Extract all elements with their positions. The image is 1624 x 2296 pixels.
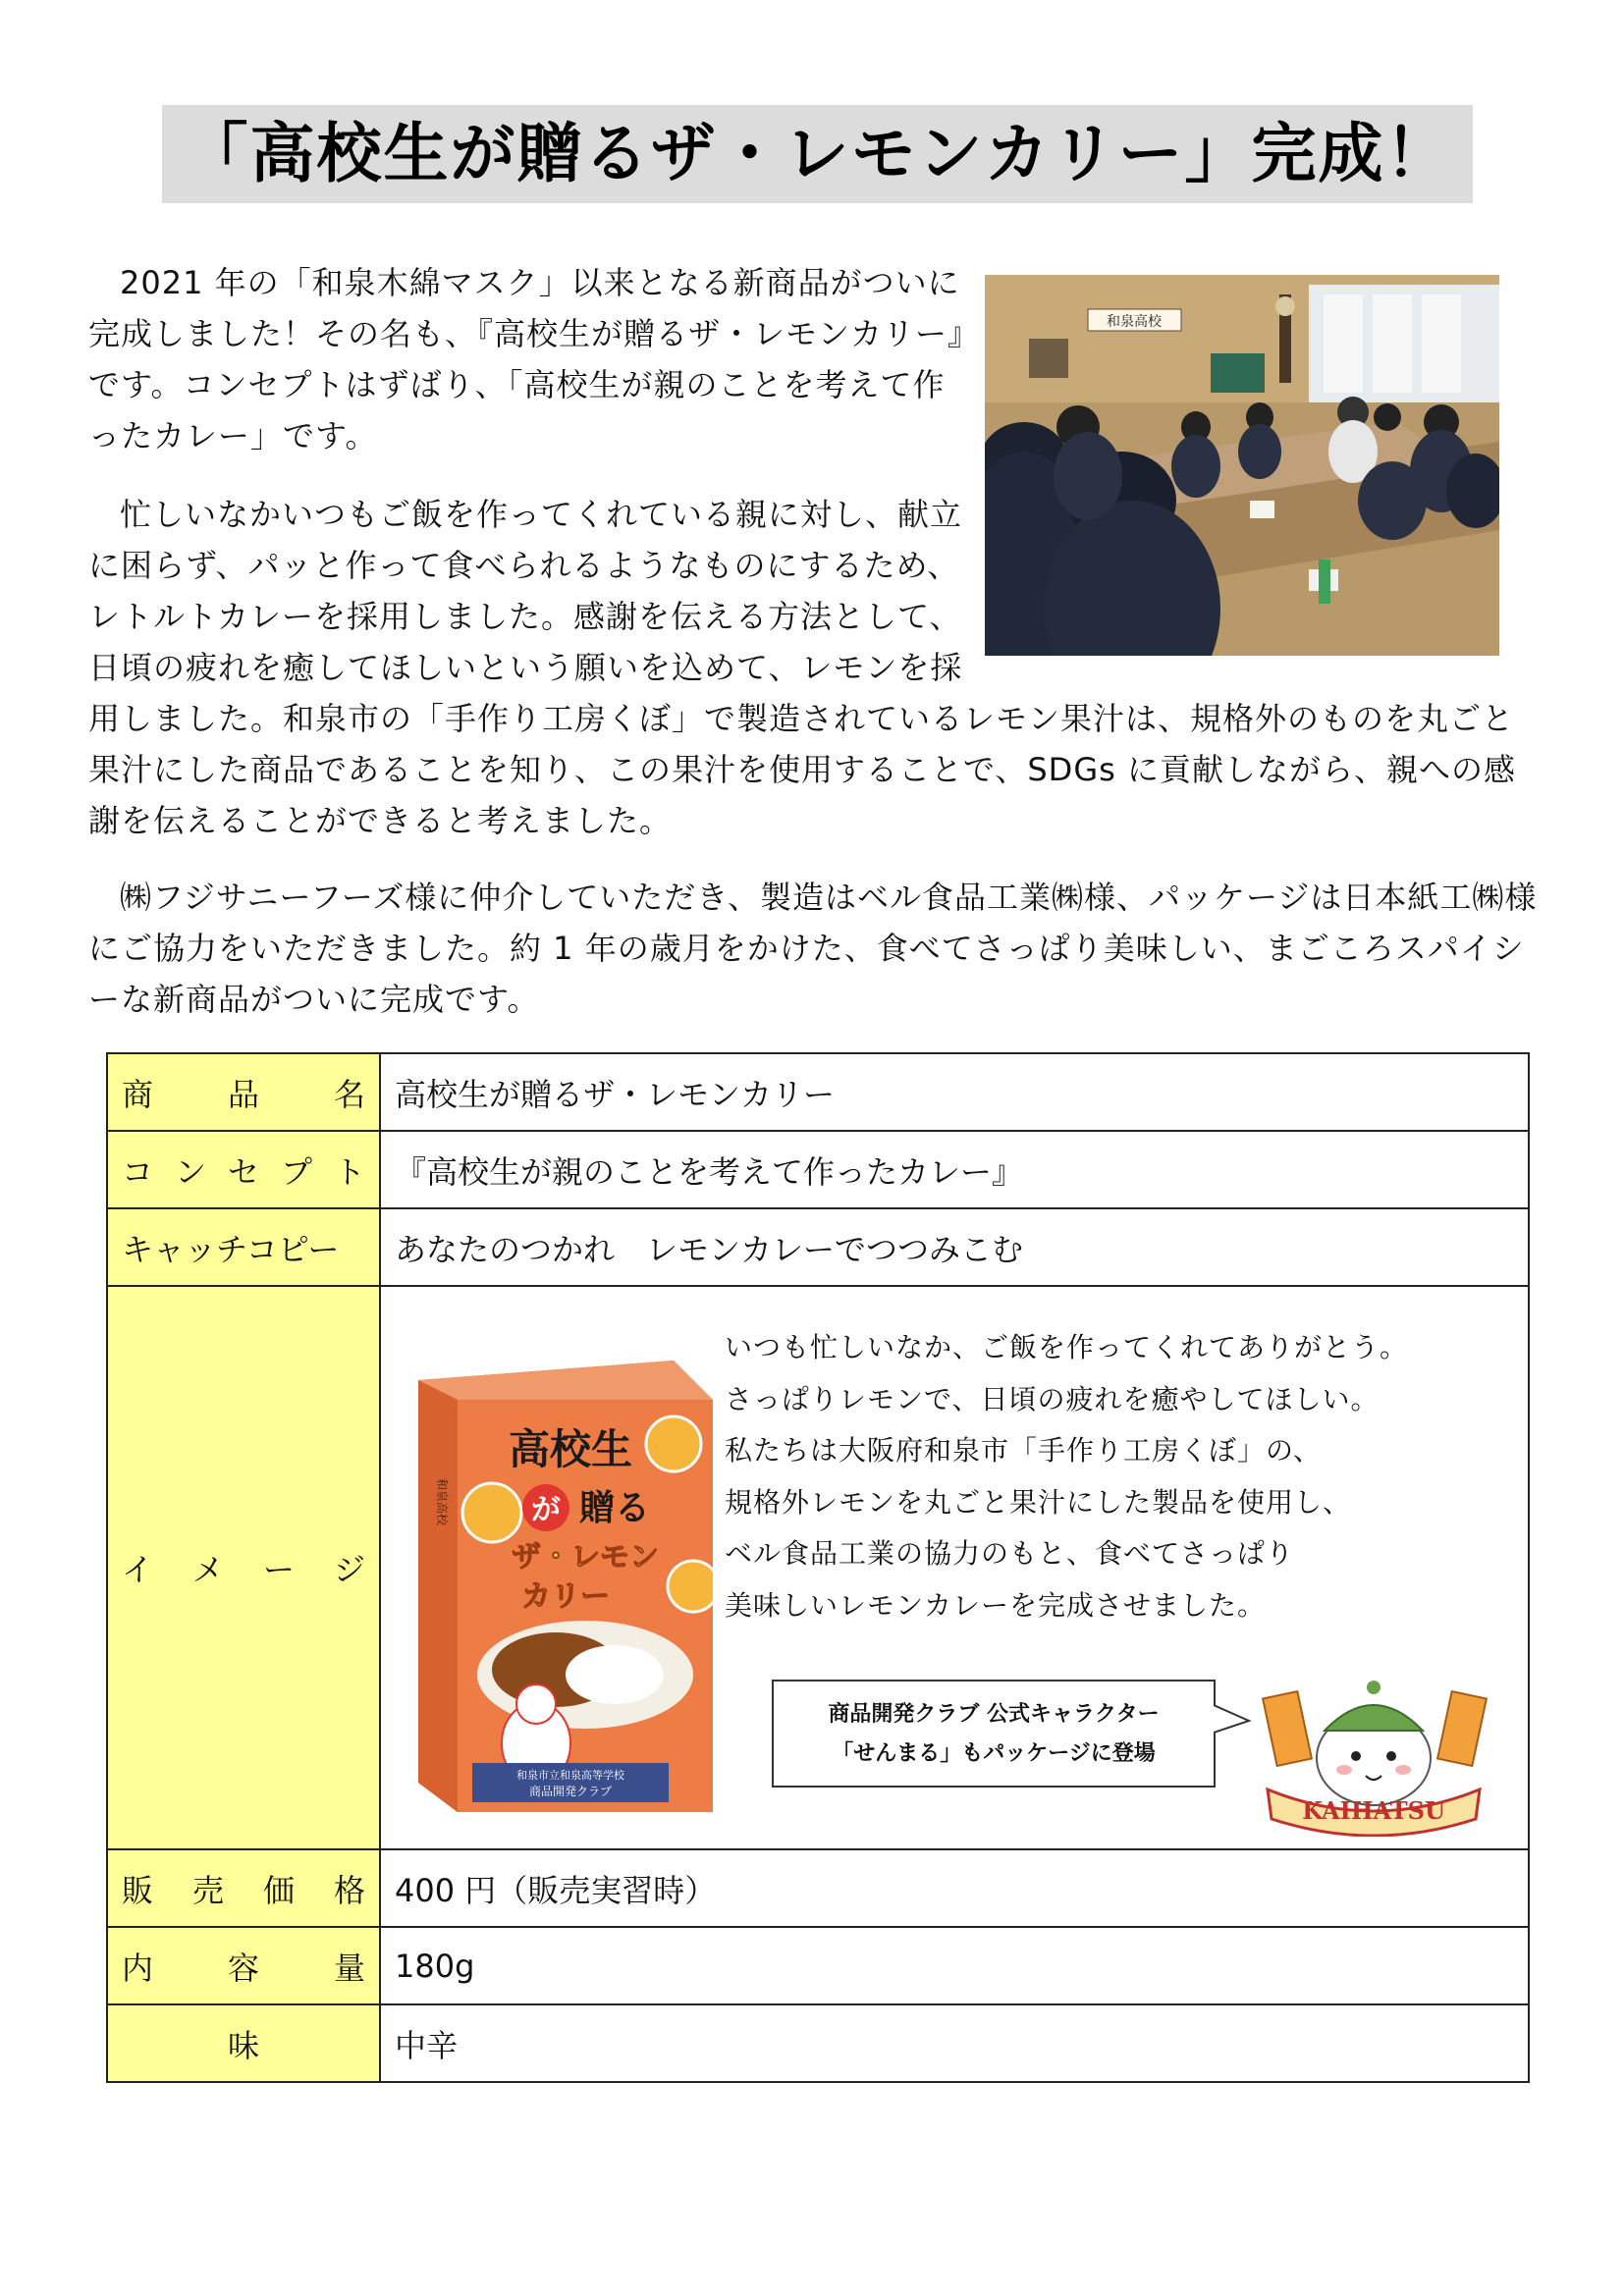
label-char: ン	[174, 1152, 206, 1191]
value-image	[380, 1286, 1529, 1849]
table-row-price	[107, 1849, 1529, 1927]
paragraph-2-wrap	[88, 489, 1542, 846]
label-price	[107, 1849, 380, 1927]
label-char: 容	[227, 1949, 259, 1987]
image-line: 規格外レモンを丸ごと果汁にした製品を使用し、	[725, 1485, 1352, 1519]
mascot-banner-text: KAIHATSU	[1302, 1796, 1445, 1825]
label-char: 名	[333, 1075, 365, 1113]
image-line: いつも忙しいなか、ご飯を作ってくれてありがとう。	[725, 1331, 1409, 1363]
label-char: イ	[122, 1551, 154, 1588]
label-char: 品	[227, 1075, 259, 1113]
label-concept	[107, 1131, 380, 1208]
callout-line: 商品開発クラブ 公式キャラクター	[828, 1702, 1160, 1727]
table-row-concept	[107, 1131, 1529, 1208]
label-char: 格	[333, 1871, 365, 1909]
package-side-text: 和泉高校	[435, 1478, 449, 1526]
label-char: ー	[262, 1551, 295, 1588]
label-char: 量	[333, 1949, 365, 1987]
reason-paragraph: 忙しいなかいつもご飯を作ってくれている親に対し、献立に困らず、パッと作って食べられるようなものにするため、レトルトカレーを採用しました。感謝を伝える方法として、日頃の疲れを癒してほしいという願いを込めて、レモンを採用しました。和泉市の「手作り工房くぼ」で製造されているレモン果汁は、規格外のものを丸ごと果汁にした商品であることを知り、この果汁を使用することで、SDGs に貢献しながら、親への感謝を伝えることができると考えました。	[88, 496, 1516, 839]
package-school: 和泉市立和泉高等学校	[516, 1769, 624, 1782]
photo-sign: 和泉高校	[1107, 314, 1162, 330]
production-paragraph: ㈱フジサニーフーズ様に仲介していただき、製造はベル食品工業㈱様、パッケージは日本紙工㈱様にご協力をいただきました。約 1 年の歳月をかけた、食べてさっぱり美味しい、まごころスパイシーな新商品がついに完成です。	[88, 879, 1538, 1018]
table-row-name	[107, 1053, 1529, 1131]
label-char: プ	[280, 1152, 312, 1191]
label-char: ジ	[333, 1551, 365, 1588]
label-volume	[107, 1927, 380, 2004]
table-row-volume	[107, 1927, 1529, 2004]
label-char: コ	[122, 1152, 154, 1191]
label-image	[107, 1286, 380, 1849]
value-product-name: 高校生が贈るザ・レモンカリー	[380, 1053, 1529, 1131]
label-char: 販	[122, 1871, 154, 1909]
label-taste: 味	[107, 2004, 380, 2082]
label-char: 価	[262, 1871, 295, 1909]
value-catch-copy: あなたのつかれ レモンカレーでつつみこむ	[380, 1208, 1529, 1286]
value-concept: 『高校生が親のことを考えて作ったカレー』	[380, 1131, 1529, 1208]
mascot-senmaru-image	[1260, 1660, 1488, 1837]
table-row-taste	[107, 2004, 1529, 2082]
package-sub1: ザ・レモン	[512, 1540, 659, 1575]
photo-float-spacer	[992, 489, 1542, 675]
label-char: メ	[191, 1551, 224, 1588]
product-spec-table	[106, 1052, 1530, 2083]
image-line: ベル食品工業の協力のもと、食べてさっぱり	[725, 1537, 1295, 1570]
package-okuru: 贈る	[578, 1488, 651, 1528]
image-description	[725, 1322, 1408, 1631]
image-line: 私たちは大阪府和泉市「手作り工房くぼ」の、	[725, 1434, 1322, 1467]
image-line: 美味しいレモンカレーを完成させました。	[725, 1588, 1267, 1622]
label-product-name	[107, 1053, 380, 1131]
intro-paragraph: 2021 年の「和泉木綿マスク」以来となる新商品がついに完成しました！その名も、『高校生が贈るザ・レモンカリー』です。コンセプトはずばり、「高校生が親のことを考えて作ったカレー」です。	[88, 264, 965, 454]
package-title: 高校生	[508, 1425, 633, 1473]
package-sub2: カリー	[521, 1579, 610, 1614]
label-char: 売	[191, 1871, 224, 1909]
callout-line: 「せんまる」もパッケージに登場	[832, 1741, 1156, 1766]
product-package-image	[418, 1361, 713, 1812]
value-taste: 中辛	[380, 2004, 1529, 2082]
label-char: 商	[122, 1075, 154, 1113]
package-ga: が	[531, 1493, 561, 1527]
image-line: さっぱりレモンで、日頃の疲れを癒やしてほしい。	[725, 1382, 1380, 1415]
callout-tail	[1214, 1697, 1253, 1746]
value-price: 400 円（販売実習時）	[380, 1849, 1529, 1927]
character-callout	[772, 1680, 1216, 1788]
label-char: ト	[333, 1152, 365, 1191]
label-catch-copy: キャッチコピー	[107, 1208, 380, 1286]
label-char: セ	[227, 1152, 259, 1191]
package-club: 商品開発クラブ	[528, 1785, 613, 1798]
value-volume: 180g	[380, 1927, 1529, 2004]
table-row-catch	[107, 1208, 1529, 1286]
label-char: 内	[122, 1949, 154, 1987]
page-title: 「高校生が贈るザ・レモンカリー」完成！	[162, 105, 1473, 203]
table-row-image	[107, 1286, 1529, 1849]
